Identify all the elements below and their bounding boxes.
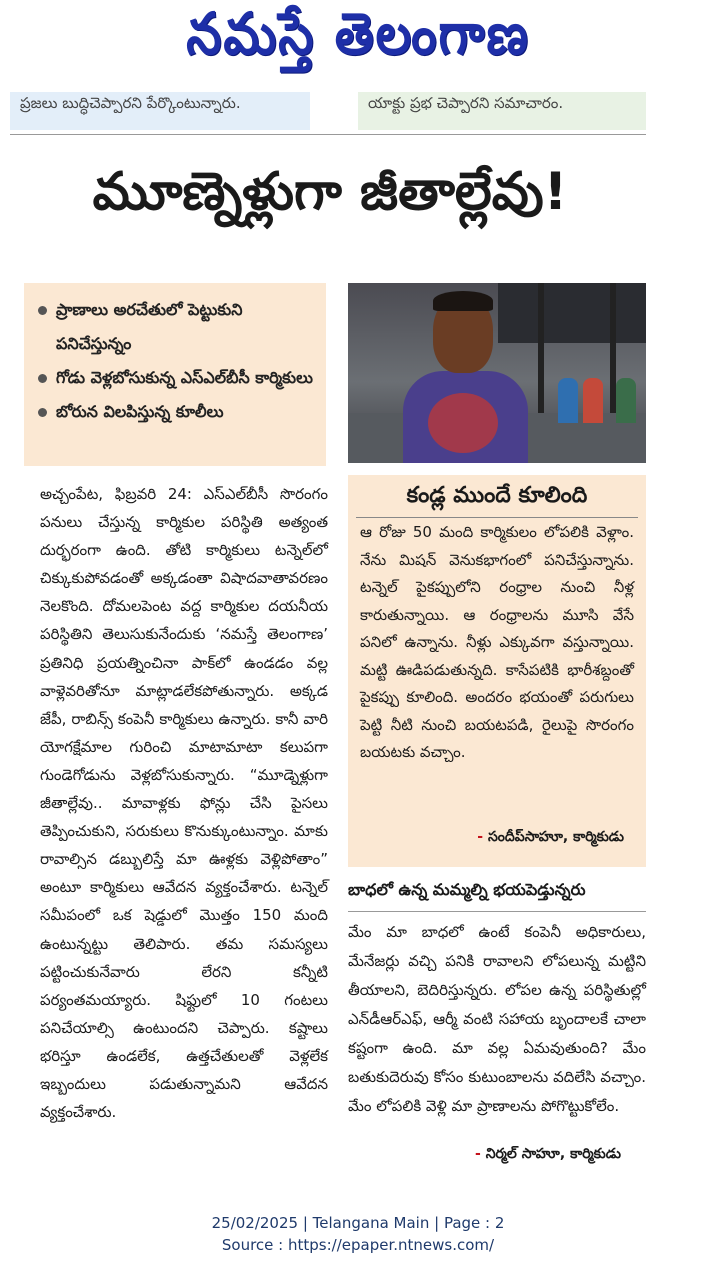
worker-figure xyxy=(616,378,636,423)
footer-source-line[interactable]: Source : https://epaper.ntnews.com/ xyxy=(221,1236,495,1254)
strip-left-text: ప్రజలు బుద్ధిచెప్పారని పేర్కొంటున్నారు. xyxy=(20,94,241,112)
highlights-box xyxy=(24,283,326,466)
highlight-text: గోడు వెళ్లబోసుకున్న ఎస్‌ఎల్‌బీసీ కార్మికులు xyxy=(56,368,313,387)
divider xyxy=(348,911,646,912)
masthead xyxy=(0,0,716,84)
signature-dash: - xyxy=(475,1146,486,1162)
second-article-signature xyxy=(475,1146,621,1165)
highlight-item xyxy=(34,395,318,429)
highlight-item xyxy=(34,293,318,361)
second-article-body: మేం మా బాధలో ఉంటే కంపెనీ అధికారులు, మేనేజర్లు వచ్చి పనికి రావాలని లోపలున్న మట్టిని తీయాలని, బెదిరిస్తున్నరు. లోపల ఉన్న పరిస్థితుల్లో ఎన్‌డీఆర్‌ఎఫ్, ఆర్మీ వంటి సహాయ బృందాలకే చాలా కష్టంగా ఉంది. మా వల్ల ఏమవుతుంది? మేం బతుకుదెరువు కోసం కుటుంబాలను వదిలేసి వచ్చాం. మేం లోపలికి వెళ్లి మా ప్రాణాలను పోగొట్టుకోలేం. xyxy=(348,923,646,1115)
sidebar-body: ఆ రోజు 50 మంది కార్మికులం లోపలికి వెళ్లాం. నేను మిషన్ వెనుకభాగంలో పనిచేస్తున్నాను. టన్నెల్ పైకప్పులోని రంధ్రాల నుంచి నీళ్ల కారుతున్నాయి. ఆ రంధ్రాలను మూసి వేసే పనిలో ఉన్నాను. నీళ్లు ఎక్కువగా వస్తున్నాయి. మట్టి ఊడిపడుతున్నది. కాసేపటికి భారీశబ్దంతో పైకప్పు కూలింది. అందరం భయంతో పరుగులు పెట్టి నీటి నుంచి బయటపడి, రైలుపై సొరంగం బయటకు వచ్చాం. xyxy=(360,523,634,761)
shirt-print xyxy=(428,393,498,453)
highlight-text: ప్రాణాలు అరచేతులో పెట్టుకుని పనిచేస్తున్నం xyxy=(56,300,243,353)
footer-date-line: 25/02/2025 | Telangana Main | Page : 2 xyxy=(211,1214,505,1232)
divider xyxy=(356,517,638,518)
worker-hair xyxy=(433,291,493,311)
previous-article-strip-left xyxy=(10,92,310,130)
headline: మూణ్నెళ్లుగా జీతాల్లేవు! xyxy=(92,162,568,222)
worker-figure xyxy=(583,378,603,423)
highlight-item xyxy=(34,361,318,395)
worker-figure xyxy=(558,378,578,423)
newspaper-logo: నమస్తే తెలంగాణ xyxy=(186,0,530,68)
bullet-icon xyxy=(38,408,47,417)
second-article-subhead: బాధలో ఉన్న మమ్మల్ని భయపెడ్తున్నరు xyxy=(348,880,586,899)
main-article-body: అచ్చంపేట, ఫిబ్రవరి 24: ఎస్‌ఎల్‌బీసీ సొరంగం పనులు చేస్తున్న కార్మికుల పరిస్థితి అత్యంత దుర్భరంగా ఉంది. తోటి కార్మికులు టన్నెల్‌లో చిక్కుకుపోవడంతో అక్కడంతా విషాదవాతావరణం నెలకొంది. దోమలపెంట వద్ద కార్మికుల దయనీయ పరిస్థితిని తెలుసుకునేందుకు ‘నమస్తే తెలంగాణ’ ప్రతినిధి ప్రయత్నించినా పాక్‌లో ఉండడం వల్ల వాళ్లెవరితోనూ మాట్లాడలేకపోతున్నారు. అక్కడ జేపీ, రాబిన్స్ కంపెనీ కార్మికులు ఉన్నారు. కానీ వారి యోగక్షేమాల గురించి మాటామాటా కలుపగా గుండెగోడును వెళ్లబోసుకున్నారు. “మూడ్నెళ్లుగా జీతాల్లేవు.. మావాళ్లకు ఫోన్లు చేసి పైసలు తెప్పించుకుని, సరుకులు కొనుక్కుంటున్నాం. మాకు రావాల్సిన డబ్బులిస్తే మా ఊళ్లకు వెళ్లిపోతాం” అంటూ కార్మికులు ఆవేదన వ్యక్తంచేశారు. టన్నెల్ సమీపంలో ఒక షెడ్డులో మొత్తం 150 మంది ఉంటున్నట్టు తెలిపారు. తమ సమస్యలు పట్టించుకునేవారు లేరని కన్నీటి పర్యంతమయ్యారు. షిఫ్టులో 10 గంటలు పనిచేయాల్సి ఉంటుందని చెప్పారు. కష్టాలు భరిస్తూ ఉండలేక, ఉత్తచేతులతో వెళ్లలేక ఇబ్బందులు పడుతున్నామని ఆవేదన వ్యక్తంచేశారు. xyxy=(40,485,328,1122)
signature-text: నిర్మల్ సాహూ, కార్మికుడు xyxy=(485,1146,621,1162)
worker-photo xyxy=(348,283,646,463)
signature-dash: - xyxy=(477,829,488,845)
sidebar-signature xyxy=(477,829,624,848)
strip-right-text: యాక్టు ప్రభ చెప్పారని సమాచారం. xyxy=(368,94,564,112)
highlight-text: బోరున విలపిస్తున్న కూలీలు xyxy=(56,402,224,421)
signature-text: సందీప్‌సాహూ, కార్మికుడు xyxy=(487,829,624,845)
sidebar-title: కండ్ల ముందే కూలింది xyxy=(406,483,588,508)
sidebar-box xyxy=(348,475,646,867)
shed-roof xyxy=(498,283,646,343)
previous-article-strip-right xyxy=(358,92,646,130)
bullet-icon xyxy=(38,374,47,383)
footer xyxy=(0,1212,716,1256)
bullet-icon xyxy=(38,306,47,315)
divider xyxy=(10,134,646,135)
